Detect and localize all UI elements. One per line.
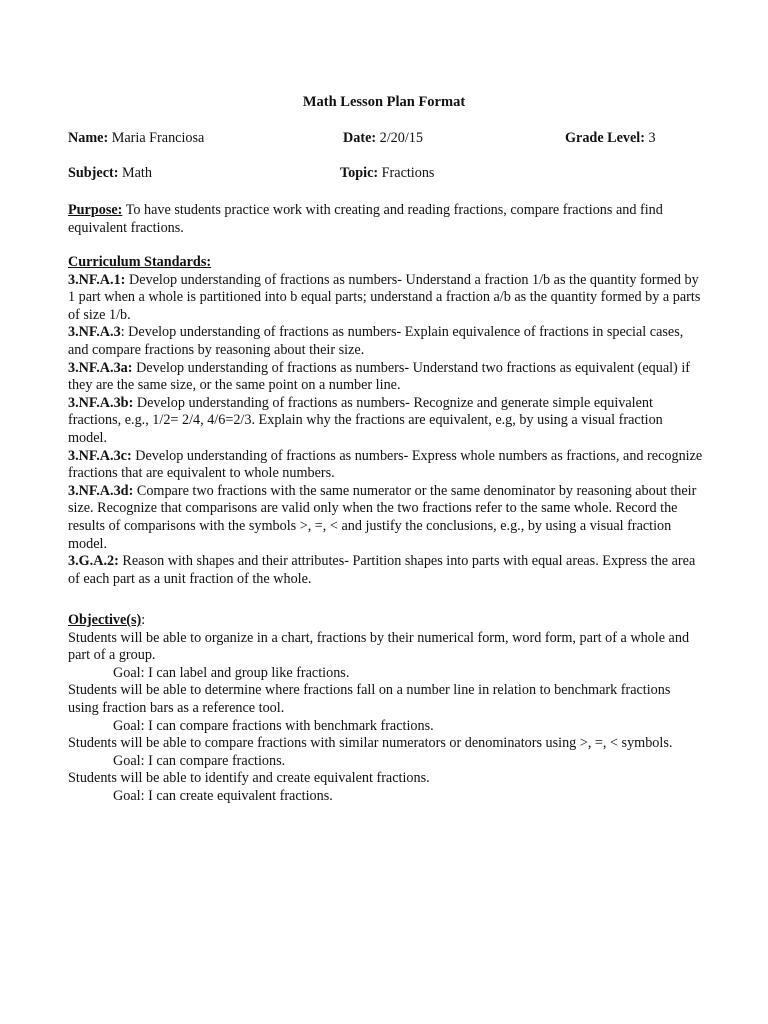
objective-goal: Goal: I can compare fractions with benchmark fractions.	[113, 717, 434, 734]
objectives-section	[68, 612, 704, 806]
standard-text: Develop understanding of fractions as numbers- Express whole numbers as fractions, and recognize fractions that are equivalent to whole numbers.	[68, 447, 703, 482]
standard-code: 3.NF.A.1:	[68, 271, 126, 288]
standard-text: Develop understanding of fractions as numbers- Understand two fractions as equivalent (equal) if they are the same size, or the same point on a number line.	[68, 359, 690, 394]
standard-text: Reason with shapes and their attributes- Partition shapes into parts with equal areas. Express the area of each part as a unit fraction of the whole.	[68, 553, 696, 587]
purpose-text: To have students practice work with creating and reading fractions, compare fractions and find equivalent fractions.	[68, 202, 663, 236]
standard-code: 3.NF.A.3b:	[68, 394, 134, 411]
standard-item	[68, 553, 704, 588]
objectives-heading-line	[68, 612, 704, 630]
name-label: Name:	[68, 130, 109, 146]
standard-code: 3.NF.A.3	[68, 324, 121, 341]
objective-text: Students will be able to identify and create equivalent fractions.	[68, 770, 430, 787]
standard-text: : Develop understanding of fractions as numbers- Explain equivalence of fractions in special cases, and compare fractions by reasoning about their size.	[68, 324, 684, 358]
curriculum-standards-section	[68, 254, 704, 588]
name-value: Maria Franciosa	[111, 130, 205, 146]
standard-item	[68, 324, 704, 359]
standard-code: 3.NF.A.3a:	[68, 359, 133, 376]
objective-text: Students will be able to determine where fractions fall on a number line in relation to benchmark fractions using fraction bars as a reference tool.	[68, 682, 671, 716]
objective-goal: Goal: I can compare fractions.	[113, 752, 286, 769]
standard-item	[68, 360, 704, 395]
objectives-heading-suffix: :	[141, 612, 146, 628]
purpose-label: Purpose:	[68, 202, 123, 218]
name-field	[68, 130, 204, 148]
document-title: Math Lesson Plan Format	[302, 94, 466, 110]
standard-item	[68, 395, 704, 448]
subject-field	[68, 165, 152, 183]
standard-item	[68, 483, 704, 553]
subject-value: Math	[122, 165, 152, 181]
standard-text: Develop understanding of fractions as numbers- Understand a fraction 1/b as the quantity formed by 1 part when a whole is partitioned into b equal parts; understand a fraction a/b as the quantity formed by a parts of size 1/b.	[68, 271, 701, 323]
objective-goal: Goal: I can label and group like fractions.	[113, 664, 350, 681]
grade-level-value: 3	[648, 130, 656, 146]
curriculum-standards-heading: Curriculum Standards:	[68, 254, 212, 270]
grade-level-label: Grade Level:	[565, 130, 645, 146]
topic-value: Fractions	[381, 165, 435, 181]
date-value: 2/20/15	[379, 130, 423, 146]
subject-label: Subject:	[68, 165, 119, 181]
header-row-1	[68, 130, 708, 148]
standard-item	[68, 272, 704, 325]
objective-goal: Goal: I can create equivalent fractions.	[113, 787, 333, 804]
standard-code: 3.G.A.2:	[68, 553, 119, 570]
header-row-2	[68, 165, 708, 183]
standard-item	[68, 448, 704, 483]
purpose-section	[68, 202, 704, 237]
date-field	[343, 130, 423, 148]
grade-level-field	[565, 130, 656, 148]
topic-field	[340, 165, 434, 183]
standard-text: Compare two fractions with the same numerator or the same denominator by reasoning about their size. Recognize that comparisons are valid only when the two fractions refer to the same whole. Record the results of comparisons with the symbols >, =, < and justify the conclusions, e.g., by using a visual fraction model.	[68, 482, 697, 552]
objective-text: Students will be able to organize in a chart, fractions by their numerical form, word form, part of a whole and part of a group.	[68, 629, 690, 664]
objective-text: Students will be able to compare fractions with similar numerators or denominators using >, =, < symbols.	[68, 735, 673, 752]
standard-code: 3.NF.A.3d:	[68, 482, 134, 499]
date-label: Date:	[343, 130, 377, 146]
topic-label: Topic:	[340, 165, 379, 181]
objectives-heading: Objective(s)	[68, 612, 142, 628]
standard-code: 3.NF.A.3c:	[68, 447, 132, 464]
standard-text: Develop understanding of fractions as numbers- Recognize and generate simple equivalent fractions, e.g., 1/2= 2/4, 4/6=2/3. Explain why the fractions are equivalent, e.g, by using a visual fraction model.	[68, 394, 663, 446]
